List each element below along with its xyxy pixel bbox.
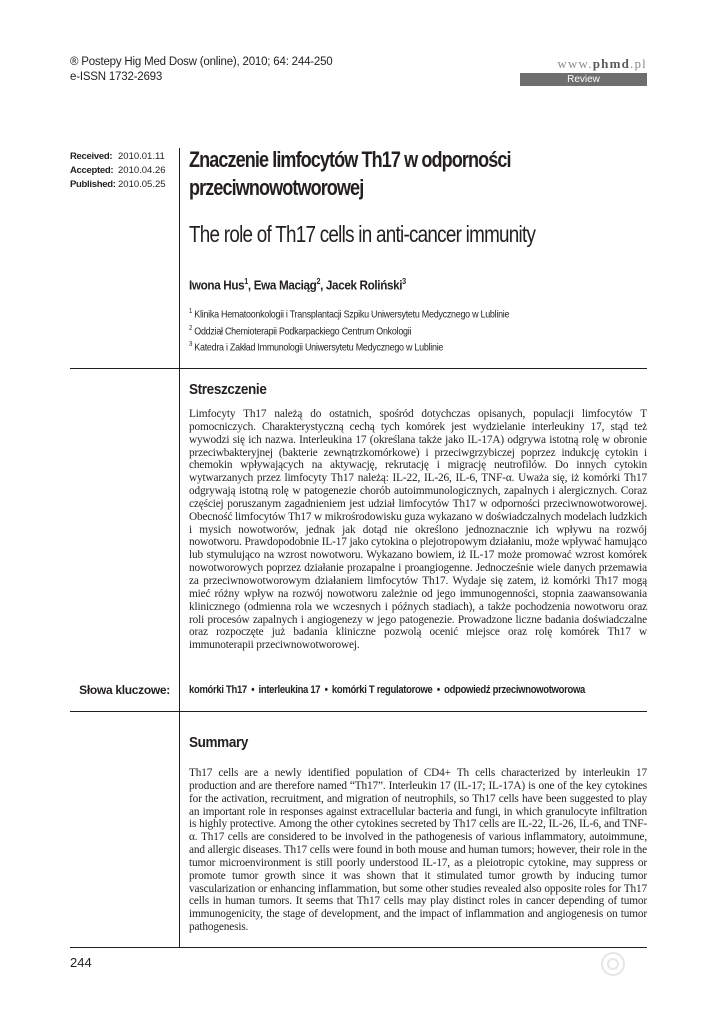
author-affiliation-ref: 2 bbox=[316, 277, 321, 286]
keyword: komórki T regulatorowe bbox=[331, 684, 433, 696]
abstract-polish-text: Limfocyty Th17 należą do ostatnich, spośród dotychczas opisanych, populacji limfocytów T pomocniczych. Charakterystyczną cechą tych komórek jest wydzielanie interleukiny 17, stąd też wywodzi się ich nazwa. Interleukina 17 (określana także jako IL-17A) odgrywa istotną rolę w obronie przeciwbakteryjnej (bakterie zewnątrzkomórkowe) i przeciwgrzybiczej poprzez indukcję cytokin i chemokin wpływających na aktywację, rekrutację i migrację neutrofilów. Do innych cytokin wytwarzanych przez limfocyty Th17 należą: IL-22, IL-26, IL-6, TNF-α. Uważa się, iż komórki Th17 odgrywają istotną rolę w patogenezie chorób autoimmunologicznych, zapalnych i alergicznych. Coraz częściej poruszanym zagadnieniem jest udział limfocytów Th17 w odporności przeciwnowotworowej. Obecność limfocytów Th17 w mikrośrodowisku guza wykazano w doświadczalnych modelach ludzkich i mysich nowotworów, jednak jak dotąd nie określono jednoznacznie ich wpływu na rozwój nowotworu. Prawdopodobnie IL-17 jako cytokina o plejotropowym działaniu, może wpływać hamująco lub stymulująco na wzrost nowotworu. Wykazano bowiem, iż IL-17 może promować wzrost komórek nowotworowych poprzez działanie prozapalne i proangiogenne. Jednocześnie wiele danych przemawia za przeciwnowotworowym działaniem limfocytów Th17. Wydaje się zatem, iż komórki Th17 mogą mieć różny wpływ na rozwój nowotworu zależnie od jego immunogenności, stopnia zaawansowania klinicznego (odmienna rola we wczesnych i późnych stadiach), a także pochodzenia nowotworu oraz roli procesów zapalnych i angiogenezy w jego patogenezie. Prowadzone liczne badania doświadczalne oraz rozpoczęte już badania kliniczne pozwolą ocenić miejsce oraz rolę komórek Th17 w immunoterapii przeciwnowotworowej. bbox=[189, 408, 647, 652]
affiliation-text: Katedra i Zakład Immunologii Uniwersytetu Medycznego w Lublinie bbox=[194, 341, 444, 354]
journal-citation: ® Postepy Hig Med Dosw (online), 2010; 64: 244-250 bbox=[70, 56, 333, 68]
keyword-separator: • bbox=[324, 684, 328, 696]
date-value: 2010.01.11 bbox=[118, 151, 165, 162]
date-label: Accepted: bbox=[70, 165, 114, 176]
date-label: Published: bbox=[70, 179, 116, 190]
site-url-name: phmd bbox=[592, 56, 631, 71]
journal-logo-icon bbox=[600, 951, 626, 977]
site-url-suffix: .pl bbox=[630, 56, 647, 71]
affiliation-list bbox=[189, 305, 509, 355]
abstract-polish-heading: Streszczenie bbox=[189, 381, 267, 398]
date-published bbox=[70, 178, 166, 192]
author-list bbox=[189, 273, 406, 294]
site-url-prefix: www. bbox=[557, 56, 593, 71]
affiliation-text: Oddział Chemioterapii Podkarpackiego Centrum Onkologii bbox=[194, 325, 412, 337]
abstract-english-text: Th17 cells are a newly identified population of CD4+ Th cells characterized by interleukin 17 production and are therefore named “Th17”. Interleukin 17 (IL-17; IL-17A) is one of the key cytokines for the activation, recruitment, and migration of neutrophils, so Th17 cells have been suggested to play an important role in responses against extracellular bacteria and fungi, in which granulocyte infiltration is highly protective. Among the other cytokines secreted by Th17 cells are IL-22, IL-26, IL-6, and TNF-α. Th17 cells are considered to be involved in the pathogenesis of various inflammatory, autoimmune, and allergic diseases. Th17 cells were found in both mouse and human tumors; however, their role in the tumor microenvironment is still poorly understood IL-17, as a pleiotropic cytokine, may suppress or promote tumor growth since it was shown that it stimulated tumor growth by inducing tumor vascularization or enhancing inflammation, but some other studies revealed also opposite roles for Th17 cells in human tumors. It seems that Th17 cells may play distinct roles in cancer depending of tumor immunogenicity, the stage of development, and the impact of inflammation and angiogenesis on tumor pathogenesis. bbox=[189, 767, 647, 934]
keyword: komórki Th17 bbox=[189, 684, 247, 696]
date-value: 2010.04.26 bbox=[118, 165, 166, 176]
publication-dates bbox=[70, 150, 166, 192]
affiliation-item bbox=[189, 305, 509, 322]
date-label: Received: bbox=[70, 151, 113, 162]
title-polish: Znaczenie limfocytów Th17 w odporności przeciwnowotworowej bbox=[189, 147, 511, 200]
title-english: The role of Th17 cells in anti-cancer immunity bbox=[189, 221, 536, 247]
author-name: Jacek Roliński bbox=[325, 277, 403, 293]
section-rule bbox=[179, 711, 647, 712]
author-affiliation-ref: 3 bbox=[402, 277, 406, 286]
affiliation-number: 3 bbox=[189, 341, 193, 348]
keywords-list bbox=[189, 684, 585, 696]
footer-rule bbox=[70, 947, 647, 948]
keyword-separator: • bbox=[251, 684, 255, 696]
column-divider bbox=[179, 148, 180, 948]
journal-issn: e-ISSN 1732-2693 bbox=[70, 71, 163, 83]
keyword: odpowiedź przeciwnowotworowa bbox=[444, 684, 585, 696]
author-affiliation-ref: 1 bbox=[244, 277, 248, 286]
author-separator: , bbox=[247, 277, 254, 293]
keyword-separator: • bbox=[436, 684, 440, 696]
author-name: Iwona Hus bbox=[189, 277, 245, 293]
affiliation-number: 1 bbox=[189, 308, 193, 315]
article-type-badge: Review bbox=[520, 73, 647, 86]
affiliation-item bbox=[189, 322, 509, 339]
date-received bbox=[70, 150, 166, 164]
section-rule-left bbox=[70, 368, 179, 369]
author-name: Ewa Maciąg bbox=[253, 277, 317, 293]
date-accepted bbox=[70, 164, 166, 178]
journal-header bbox=[70, 55, 333, 85]
affiliation-item bbox=[189, 338, 509, 355]
affiliation-text: Klinika Hematoonkologii i Transplantacji Szpiku Uniwersytetu Medycznego w Lublinie bbox=[194, 308, 510, 321]
date-value: 2010.05.25 bbox=[118, 179, 166, 190]
site-url[interactable] bbox=[520, 56, 647, 72]
affiliation-number: 2 bbox=[189, 324, 193, 332]
section-rule bbox=[179, 368, 647, 369]
section-rule-left bbox=[70, 711, 179, 712]
site-block bbox=[520, 56, 647, 86]
abstract-english-heading: Summary bbox=[189, 734, 249, 751]
author-separator: , bbox=[320, 277, 326, 293]
keyword: interleukina 17 bbox=[258, 684, 321, 696]
keywords-label: Słowa kluczowe: bbox=[79, 683, 170, 697]
page-number: 244 bbox=[70, 955, 92, 970]
